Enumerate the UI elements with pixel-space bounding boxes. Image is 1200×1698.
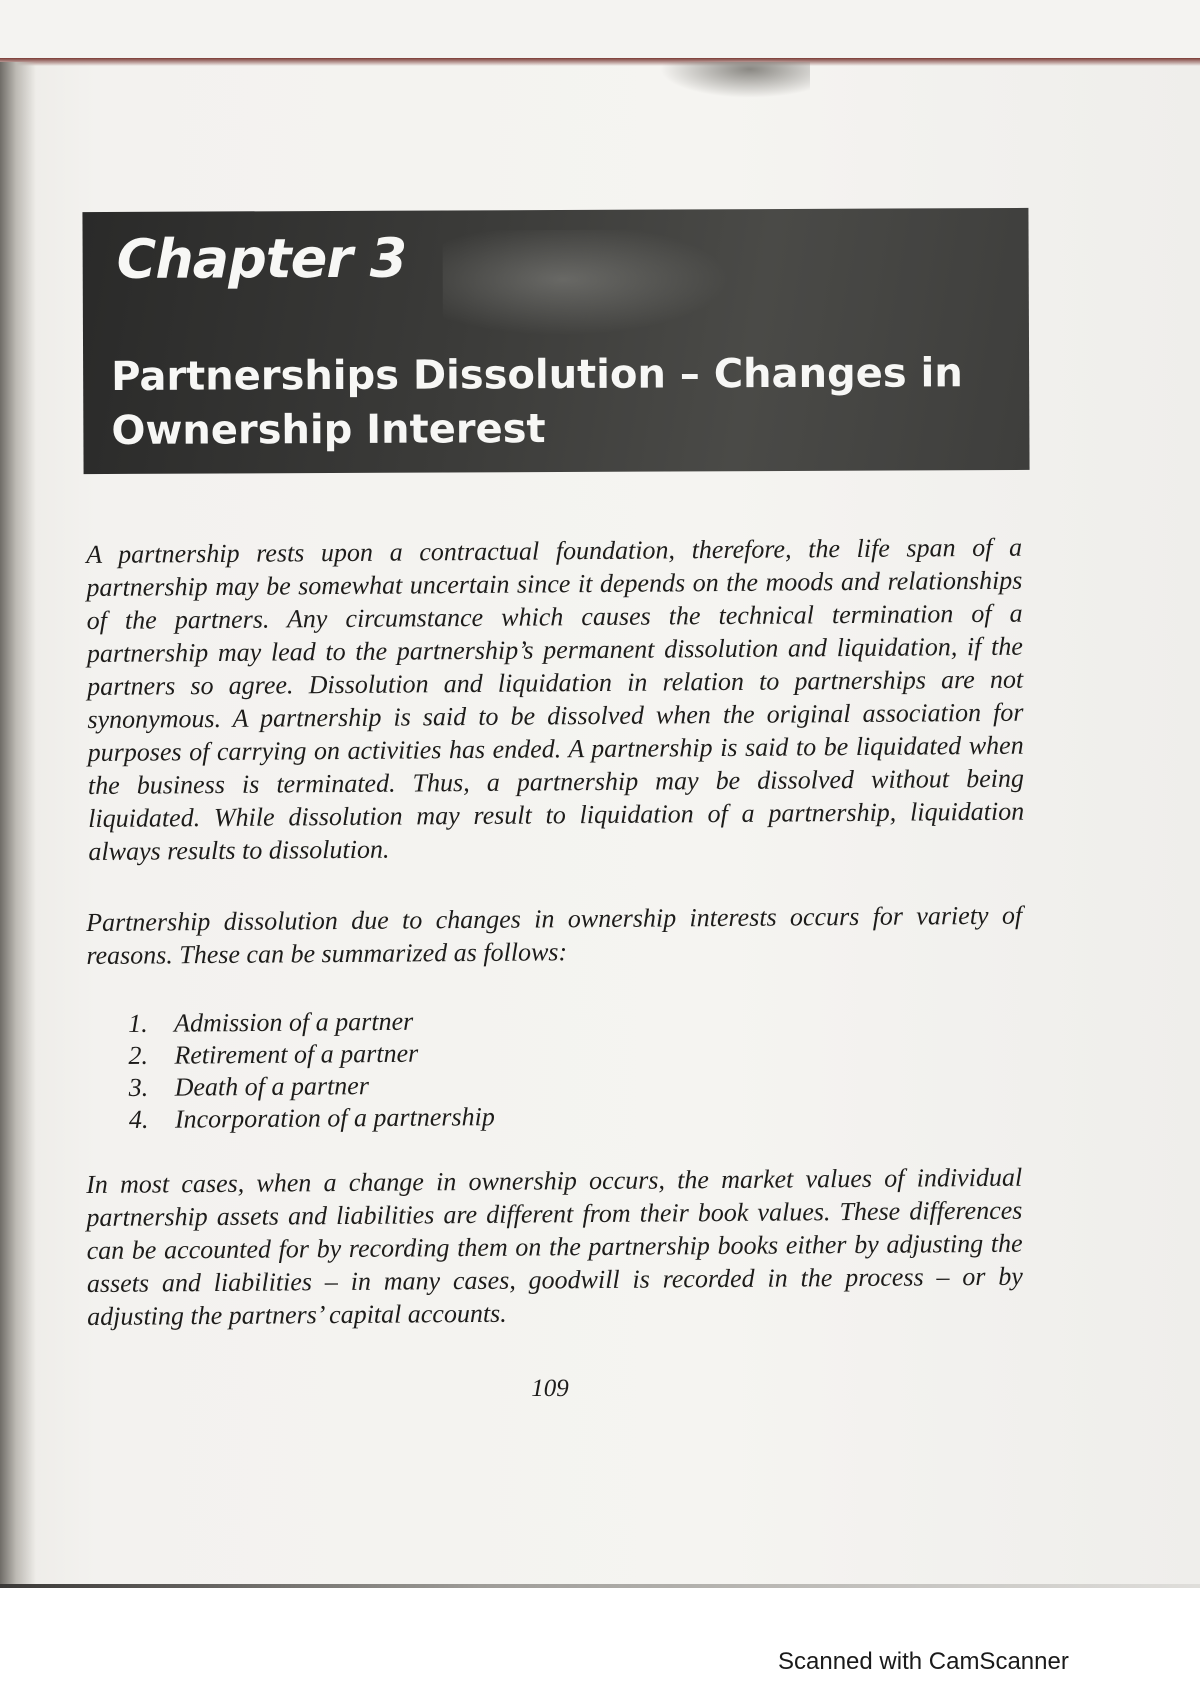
list-item-number: 4.	[128, 1104, 149, 1134]
list-item	[128, 1005, 494, 1040]
list-item	[129, 1101, 495, 1136]
list-item-number: 2.	[128, 1040, 148, 1070]
page-fold-shadow	[660, 62, 810, 98]
list-item	[128, 1037, 494, 1072]
scanner-watermark: Scanned with CamScanner	[778, 1648, 1069, 1675]
reasons-intro-paragraph: Partnership dissolution due to changes in ownership interests occurs for variety of reasons. These can be summarized as follows:	[86, 900, 1023, 970]
chapter-banner	[82, 208, 1029, 474]
banner-texture	[443, 229, 743, 340]
page-left-edge-shadow	[0, 62, 36, 1588]
list-item-number: 1.	[128, 1008, 148, 1038]
page-top-edge-shadow	[0, 58, 1200, 66]
list-item-text: Admission of a partner	[174, 1006, 414, 1038]
list-item-number: 3.	[128, 1072, 149, 1102]
intro-paragraph: A partnership rests upon a contractual foundation, therefore, the life span of a partnership may be somewhat uncertain since it depends on the moods and relationships of the partners. Any circumstance which causes the technical termination of a partnership may lead to the partnership’s permanent dissolution and liquidation, if the partners so agree. Dissolution and liquidation in relation to partnerships are not synonymous. A partnership is said to be dissolved when the original association for purposes of carrying on activities has ended. A partnership is said to be liquidated when the business is terminated. Thus, a partnership may be dissolved without being liquidated. While dissolution may result to liquidation of a partnership, liquidation always results to dissolution.	[86, 532, 1025, 866]
reasons-list	[128, 1005, 495, 1136]
list-item-text: Death of a partner	[174, 1071, 369, 1102]
list-item-text: Incorporation of a partnership	[174, 1102, 495, 1134]
page-number: 109	[531, 1375, 569, 1402]
list-item	[129, 1069, 495, 1104]
chapter-number: Chapter 3	[116, 226, 407, 291]
list-item-text: Retirement of a partner	[174, 1038, 419, 1070]
valuation-paragraph: In most cases, when a change in ownership occurs, the market values of individual partnership assets and liabilities are different from their book values. These differences can be accounted for by recording them on the partnership books either by adjusting the assets and liabilities – in many cases, goodwill is recorded in the process – or by adjusting the partners’ capital accounts.	[86, 1162, 1023, 1331]
scan-footer	[0, 1588, 1200, 1698]
chapter-title: Partnerships Dissolution – Changes in Ownership Interest	[111, 350, 963, 454]
